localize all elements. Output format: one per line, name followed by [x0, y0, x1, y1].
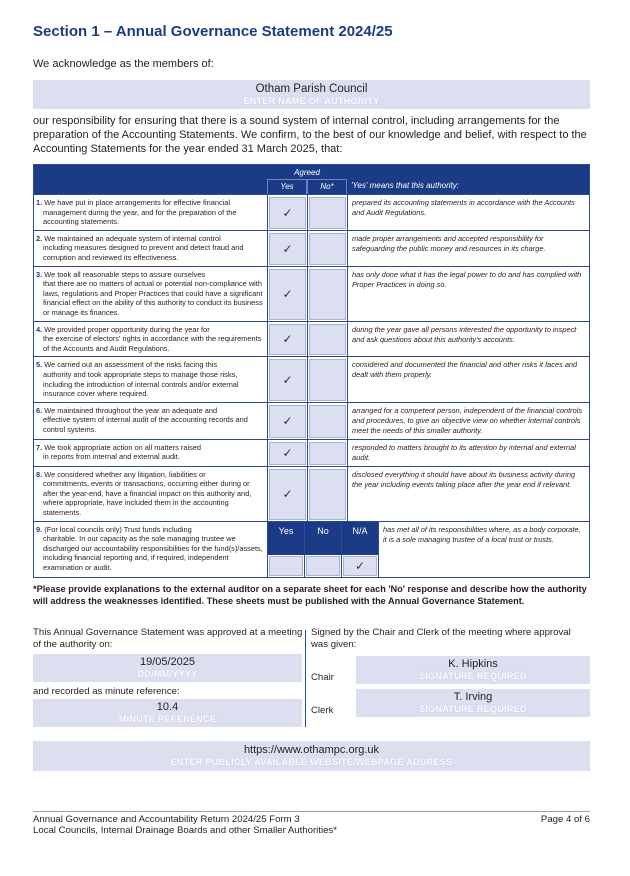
footer-line-1: Annual Governance and Accountability Return 2024/25 Form 3 — [33, 813, 300, 825]
statement-continued: commitments, events or transactions, occurring either during or after the year-end, have a financial impact on this authority and, where appropriate, have included them in the accounting statements. — [43, 479, 252, 518]
no-column — [307, 195, 347, 230]
no-column — [307, 403, 347, 439]
yes-checkbox[interactable] — [269, 324, 306, 356]
statement-first-line: We provided proper opportunity during the year for — [44, 324, 210, 334]
statement-first-line: We took all reasonable steps to assure ourselves — [44, 269, 206, 279]
no-checkbox[interactable] — [309, 324, 346, 356]
no-column — [307, 231, 347, 266]
approved-text: This Annual Governance Statement was approved at a meeting of the authority on: — [33, 626, 303, 650]
statement-first-line: We have put in place arrangements for effective financial — [44, 198, 231, 207]
yes-column — [267, 357, 307, 401]
row9-yes-column — [267, 522, 304, 577]
check-icon: ✓ — [282, 332, 293, 347]
table-row-7 — [34, 439, 589, 466]
minute-label: and recorded as minute reference: — [33, 685, 180, 697]
statement-number: 2. — [36, 233, 43, 243]
date-value: 19/05/2025 — [139, 655, 196, 668]
page-title: Section 1 – Annual Governance Statement 2024/25 — [33, 23, 393, 40]
statement — [34, 403, 267, 439]
yes-checkbox[interactable] — [269, 269, 306, 320]
page-number: Page 4 of 6 — [540, 813, 590, 825]
footer-text — [33, 814, 337, 836]
authority-name-field[interactable] — [33, 80, 590, 109]
no-checkbox[interactable] — [309, 469, 346, 520]
yes-column — [267, 231, 307, 266]
acknowledge-text: We acknowledge as the members of: — [33, 58, 214, 70]
table-body — [34, 194, 589, 521]
statement-continued: charitable. In our capacity as the sole managing trustee we discharged our accountability responsibilities for the fund(s)/assets, including financial reporting and, if required, independent examination or audit. — [43, 534, 263, 573]
statement — [34, 357, 267, 401]
statement-continued: the exercise of electors' rights in accordance with the requirements of the Accounts and Audit Regulations. — [43, 334, 262, 353]
yes-column — [267, 322, 307, 357]
authority-value: Otham Parish Council — [255, 82, 368, 95]
yes-checkbox[interactable] — [269, 405, 306, 438]
no-column — [307, 267, 347, 321]
no-column — [307, 357, 347, 401]
statement-continued: including measures designed to prevent and detect fraud and corruption and reviewed its effectiveness. — [43, 243, 244, 262]
statement — [34, 467, 267, 521]
means-text: prepared its accounting statements in accordance with the Accounts and Audit Regulations. — [347, 195, 589, 230]
authority-placeholder: ENTER NAME OF AUTHORITY — [243, 95, 380, 106]
row9-na-checkbox[interactable] — [343, 556, 377, 576]
statement — [34, 267, 267, 321]
table-row-3 — [34, 266, 589, 321]
means-text: made proper arrangements and accepted responsibility for safeguarding the public money and resources in its charge. — [347, 231, 589, 266]
statement — [34, 231, 267, 266]
means-text: disclosed everything it should have about its business activity during the year including events taking place after the year end if relevant. — [347, 467, 589, 521]
table-row-9 — [34, 521, 589, 577]
row9-no-checkbox[interactable] — [306, 556, 340, 576]
website-field[interactable] — [33, 741, 590, 771]
minute-value: 10.4 — [156, 700, 179, 713]
table-row-8 — [34, 466, 589, 521]
statement-continued: in reports from internal and external audit. — [43, 452, 180, 462]
footer — [33, 811, 590, 836]
check-icon: ✓ — [282, 205, 293, 220]
statement — [34, 440, 267, 466]
clerk-signature-row — [311, 689, 590, 717]
means-text: has only done what it has the legal power to do and has complied with Proper Practices in doing so. — [347, 267, 589, 321]
clerk-signature-value: T. Irving — [453, 690, 493, 703]
no-checkbox[interactable] — [309, 197, 346, 229]
no-response-note: *Please provide explanations to the external auditor on a separate sheet for each 'No' response and describe how the authority will address the weaknesses identified. These sheets must be published with the Annual Governance Statement. — [33, 583, 587, 606]
check-icon: ✓ — [282, 487, 293, 502]
row9-yes-checkbox[interactable] — [269, 556, 303, 576]
chair-signature-field[interactable] — [356, 656, 590, 684]
check-icon: ✓ — [282, 373, 293, 387]
signed-text: Signed by the Chair and Clerk of the meeting where approval was given: — [311, 626, 571, 650]
approval-signatures — [311, 627, 590, 727]
means-text: during the year gave all persons interested the opportunity to inspect and ask questions about this authority's accounts. — [347, 322, 589, 357]
row9-no-column — [304, 522, 341, 577]
no-checkbox[interactable] — [309, 269, 346, 320]
statement-number: 6. — [36, 405, 43, 415]
means-text: arranged for a competent person, independent of the financial controls and procedures, to give an objective view on whether internal controls meet the needs of this smaller authority. — [347, 403, 589, 439]
governance-table — [33, 164, 590, 578]
statement — [34, 195, 267, 230]
website-placeholder: ENTER PUBLICLY AVAILABLE WEBSITE/WEBPAGE ADDRESS — [170, 756, 453, 767]
clerk-signature-placeholder: SIGNATURE REQUIRED — [419, 703, 527, 714]
chair-signature-row — [311, 656, 590, 684]
statement-continued: effective system of internal audit of the accounting records and control systems. — [43, 415, 248, 434]
yes-checkbox[interactable] — [269, 233, 306, 265]
approval-section — [33, 627, 590, 727]
row9-na-column — [341, 522, 378, 577]
check-icon: ✓ — [282, 446, 293, 461]
no-column — [307, 467, 347, 521]
minute-placeholder: MINUTE REFERENCE — [118, 713, 217, 724]
yes-column — [267, 403, 307, 439]
statement-first-line: We maintained throughout the year an adequate and — [44, 405, 218, 415]
yes-checkbox[interactable] — [269, 197, 306, 229]
chair-signature-placeholder: SIGNATURE REQUIRED — [419, 670, 527, 681]
statement-first-line: We took appropriate action on all matters raised — [44, 442, 202, 452]
row9-na-header: N/A — [342, 522, 378, 555]
table-row-6 — [34, 402, 589, 439]
row9-no-header: No — [305, 522, 341, 555]
check-icon: ✓ — [354, 558, 366, 573]
statement-first-line: We carried out an assessment of the risks facing this — [44, 360, 218, 370]
yes-checkbox[interactable] — [269, 359, 306, 400]
chair-label: Chair — [311, 671, 334, 683]
statement-continued: management during the year, and for the preparation of the accounting statements. — [43, 207, 237, 227]
yes-header: Yes — [267, 179, 307, 194]
yes-column — [267, 267, 307, 321]
table-header — [34, 165, 589, 194]
statement — [34, 322, 267, 357]
website-value: https://www.othampc.org.uk — [243, 743, 380, 756]
table-row-5 — [34, 356, 589, 401]
intro-text: our responsibility for ensuring that there is a sound system of internal control, including arrangements for the preparation of the Accounting Statements. We confirm, to the best of our knowledge and belief, with respect to the Accounting Statements for the year ended 31 March 2025, that: — [33, 115, 587, 155]
approval-date-field[interactable] — [33, 654, 302, 682]
statement-number: 9. — [36, 524, 43, 534]
minute-reference-field[interactable] — [33, 699, 302, 727]
statement-continued: authority and took appropriate steps to manage those risks, including the introduction of internal controls and/or external insurance cover where required. — [43, 369, 239, 399]
no-checkbox[interactable] — [309, 233, 346, 265]
statement-number: 1. — [36, 198, 43, 207]
table-row-2 — [34, 230, 589, 266]
check-icon: ✓ — [282, 241, 293, 256]
footer-line-2: Local Councils, Internal Drainage Boards and other Smaller Authorities* — [33, 824, 337, 836]
clerk-signature-field[interactable] — [356, 689, 590, 717]
statement-number: 8. — [36, 469, 43, 479]
row9-yes-header: Yes — [268, 522, 304, 555]
check-icon: ✓ — [282, 414, 293, 429]
yes-checkbox[interactable] — [269, 469, 306, 520]
no-column — [307, 322, 347, 357]
date-placeholder: DD/MM/YYYY — [137, 668, 198, 679]
statement-first-line: (For local councils only) Trust funds including — [44, 524, 192, 534]
no-checkbox[interactable] — [309, 405, 346, 438]
yes-column — [267, 467, 307, 521]
agreed-header: Agreed — [294, 168, 320, 177]
yes-column — [267, 440, 307, 466]
means-text: responded to matters brought to its attention by internal and external audit. — [347, 440, 589, 466]
clerk-label: Clerk — [311, 704, 334, 716]
yes-checkbox[interactable] — [269, 442, 306, 465]
statement-number: 3. — [36, 269, 43, 279]
means-text: considered and documented the financial and other risks it faces and dealt with them properly. — [347, 357, 589, 401]
no-checkbox[interactable] — [309, 442, 346, 465]
statement-continued: that there are no matters of actual or potential non-compliance with laws, regulations and Proper Practices that could have a significant financial effect on the ability of this authority to conduct its business or manage its finances. — [43, 279, 263, 317]
statement-number: 5. — [36, 360, 43, 370]
statement-first-line: We considered whether any litigation, liabilities or — [44, 469, 206, 479]
statement-number: 7. — [36, 442, 43, 452]
yes-column — [267, 195, 307, 230]
check-icon: ✓ — [282, 287, 293, 302]
statement — [34, 522, 267, 577]
statement-first-line: We maintained an adequate system of internal control — [44, 233, 221, 243]
divider — [305, 630, 306, 727]
chair-signature-value: K. Hipkins — [448, 657, 498, 670]
table-row-1 — [34, 194, 589, 230]
statement-number: 4. — [36, 324, 43, 334]
means-header: 'Yes' means that this authority: — [351, 181, 459, 190]
no-header: No* — [307, 179, 347, 194]
approval-meeting — [33, 627, 305, 727]
means-text: has met all of its responsibilities where, as a body corporate, it is a sole managing trustee of a local trust or trusts. — [378, 522, 589, 577]
no-column — [307, 440, 347, 466]
no-checkbox[interactable] — [309, 359, 346, 400]
table-row-4 — [34, 321, 589, 357]
